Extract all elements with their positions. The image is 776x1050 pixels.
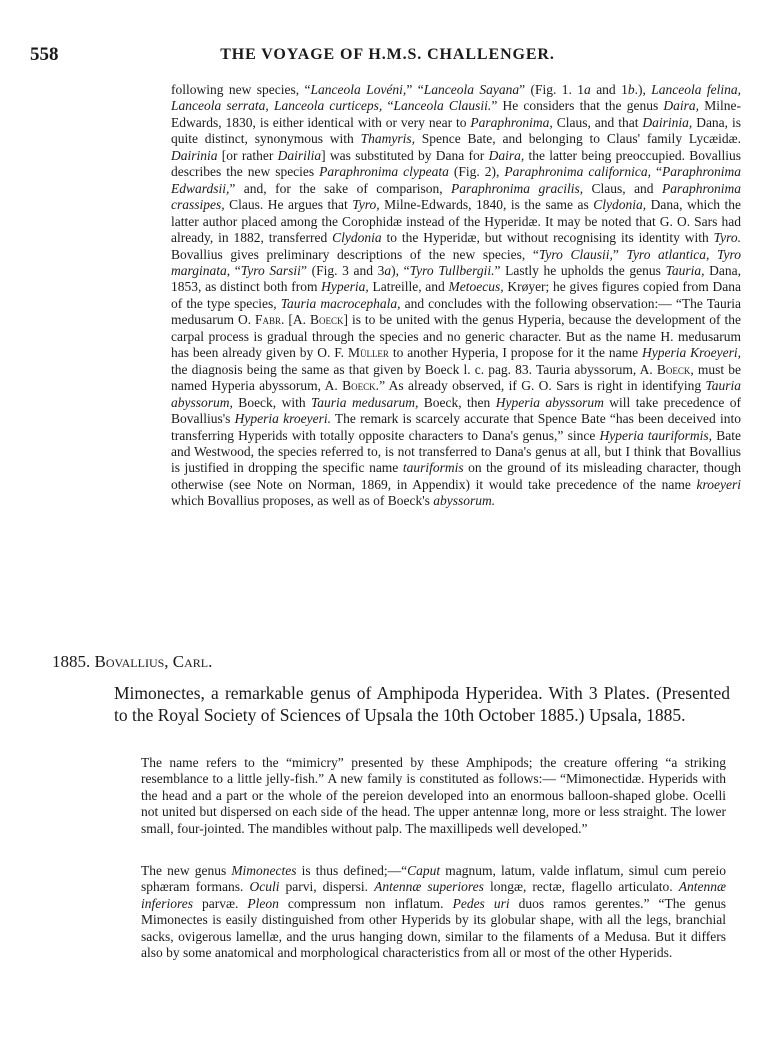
text-run: Dana, is quite distinct, synonymous with [171,114,741,147]
text-run: The new genus [141,863,232,878]
text-run: ” “ [406,82,424,97]
entry-author: Bovallius, Carl. [94,652,213,671]
text-run: Paraphronima crassipes, [171,180,741,213]
text-run: Hyperia, [321,279,369,295]
text-run: Hyperia kroeyeri. [234,411,331,427]
text-run: Lanceola felina, Lanceola serrata, Lanceola curticeps, [171,82,742,114]
text-run: Hyperia Kroeyeri, [642,345,742,361]
text-run: Dairinia [171,147,218,163]
text-run: Bate and Westwood, the species referred to, is not transferred to Dana's genus at all, but I think that Bovallius is justified in dropping the specific name [171,427,741,476]
text-run: [A. [284,312,310,328]
text-run: Tauria medusarum, [311,394,419,410]
text-run: Paraphronima gracilis, [451,180,584,196]
text-run: Tyro, [352,197,380,213]
text-run: Dana, 1853, as distinct both from [171,262,741,295]
text-run: Paraphronima clypeata [319,164,449,180]
text-run: Daira, [663,98,700,114]
text-run: Metoecus, [448,279,504,295]
text-run: Dairinia, [642,114,693,130]
text-run: Mimonectes [231,863,297,878]
text-run: Paraphronima, [470,114,553,130]
text-run: following new species, “ [171,82,311,97]
text-run: Boeck, with [232,394,312,410]
text-run: Paraphronima californica, [504,164,652,180]
text-run: Tyro Clausii, [538,246,613,262]
text-run: “ [651,164,662,180]
text-run: The name refers to the “mimicry” presented by these Amphipods; the creature offering “a striking resemblance to a little jelly-fish.” A new family is constituted as follows:— “Mimonectidæ. Hyperids with the head and a part or the whole of the pereion developed into an enormous balloon-shaped globe. Ocelli not united but dispersed on each side of the head. The upper antennæ long, more or less straight. The lower small, four-jointed. The mandibles without palp. The maxillipeds well developed.” [141,755,726,836]
text-run: ” Lastly he upholds the genus [494,262,666,278]
page-header [30,44,745,68]
text-run: must be named Hyperia abyssorum, A. [171,361,741,394]
text-run: “ [230,262,241,278]
text-run: Hyperia abyssorum [495,394,604,410]
text-run: tauriformis [402,460,464,476]
text-run: Dana, which the latter author placed among the Corophidæ instead of the Hyperidæ. It may be noted that G. O. Sars had already, in 1882, transferred [171,197,742,246]
text-run: “ [382,98,394,114]
text-run: ” and, for the sake of comparison, [229,180,452,196]
text-run: ] was substituted by Dana for [321,147,489,163]
text-run: ” (Fig. 3 and 3 [300,262,385,278]
text-run: .), [634,82,652,97]
text-run: Bovallius gives preliminary descriptions of the new species, “ [171,246,539,262]
text-run: Tyro. [713,230,741,246]
text-run: Clydonia, [593,197,647,213]
text-run: kroeyeri [696,476,741,492]
text-run: Claus, and that [552,114,643,130]
text-run: Tyro Tullbergii. [409,262,495,278]
text-run: Daira, [488,147,525,163]
text-run: Hyperia tauriformis, [599,427,713,443]
text-run: Boeck, [656,361,694,377]
text-run: ” As already observed, if G. O. Sars is right in identifying [379,378,706,394]
entry-title: Mimonectes, a remarkable genus of Amphipoda Hyperidea. With 3 Plates. (Presented to the Royal Society of Sciences of Upsala the 10th October 1885.) Upsala, 1885. [114,683,730,725]
text-run: Milne-Edwards, 1830, is either identical with or very near to [171,98,741,130]
text-run: Tauria macrocephala, [280,295,401,311]
text-run: Boeck [309,312,344,328]
text-run: ” [612,246,627,262]
text-run: Latreille, and [368,279,449,295]
entry-year: 1885. [52,652,91,671]
text-run: on the ground of its misleading character, though otherwise (see Note on Norman, 1869, in Appendix) it would take precedence of the name [171,460,741,492]
text-run: Oculi [249,879,280,895]
text-run: a [584,82,591,97]
text-run: Dairilia [277,147,322,163]
bibliography-entry-heading [52,652,212,672]
text-run: to another Hyperia, I propose for it the name [388,345,642,361]
text-run: Boeck, then [418,394,496,410]
text-run: Lanceola Clausii. [393,98,492,114]
text-run: is thus defined;—“ [296,863,408,878]
text-run: Claus, and [583,180,662,196]
text-run: Tyro Sarsii [240,262,301,278]
mimicry-paragraph [141,755,726,837]
text-run: Antennæ inferiores [141,879,726,911]
text-run: ] is to be united with the genus Hyperia, because the development of the carpal process is gradual through the species and no generic character. But as the name H. medusarum has been already given by O. F. [171,312,742,361]
text-run: Müller [347,345,389,361]
text-run: Tyro atlantica, Tyro marginata, [171,246,742,278]
text-run: the latter being preoccupied. Bovallius describes the new species [171,147,741,180]
text-run: duos ramos gerentes.” “The genus Mimonectes is easily distinguished from other Hyperids by its globular shape, with all the legs, branchial sacks, ovigerous lamellæ, and the urus hanging down, similar to the filaments of a Medusa. But it differs also by some anatomical and morphological characteristics from all or most of the other Hyperids. [141,895,726,961]
text-run: abyssorum. [433,493,496,509]
text-run: ” He considers that the genus [491,98,664,114]
text-run: Paraphronima Edwardsii, [171,164,742,196]
text-run: Caput [407,863,441,878]
text-run: Fabr. [255,312,285,328]
text-run: which Bovallius proposes, as well as of Boeck's [171,493,434,509]
text-run: and 1 [590,82,628,97]
text-run: (Fig. 2), [448,164,505,180]
text-run: a [384,262,392,278]
body-paragraph [171,82,741,510]
text-run: Pleon [247,895,279,911]
text-run: Lanceola Lovéni, [310,82,407,97]
text-run: compressum non inflatum. [278,895,453,911]
text-run: ), “ [391,262,410,278]
text-run: the diagnosis being the same as that given by Boeck l. c. pag. 83. Tauria abyssorum, A. [171,361,657,377]
text-run: Spence Bate, and belonging to Claus' family Lycæidæ. [414,131,741,147]
text-run: Milne-Edwards, 1840, is the same as [379,197,594,213]
new-genus-paragraph [141,863,726,962]
text-run: Krøyer; he gives figures copied from Dana of the type species, [171,279,741,311]
text-run: longæ, rectæ, flagello articulato. [483,879,679,895]
text-run: to the Hyperidæ, but without recognising its identity with [381,230,714,246]
text-run: Antennæ superiores [374,879,484,895]
text-run: Boeck. [342,378,380,394]
text-run: Pedes uri [452,895,510,911]
text-run: Clydonia [332,230,382,246]
text-run: Claus. He argues that [224,197,353,213]
text-run: parvæ. [193,895,248,911]
text-run: Tauria abyssorum, [171,378,741,410]
text-run: ” (Fig. 1. 1 [519,82,585,97]
text-run: Tauria, [665,262,705,278]
text-run: b [627,82,635,97]
page-number: 558 [30,44,59,65]
text-run: [or rather [217,147,278,163]
text-run: and concludes with the following observation:— “The Tauria medusarum O. [171,295,742,328]
text-run: will take precedence of Bovallius's [171,394,741,427]
text-run: parvi, dispersi. [279,879,375,895]
text-run: Thamyris, [360,131,415,147]
text-run: magnum, latum, valde inflatum, simul cum pereio sphæram formans. [141,863,726,895]
text-run: Lanceola Sayana [423,82,520,97]
running-title: THE VOYAGE OF H.M.S. CHALLENGER. [220,46,555,63]
text-run: The remark is scarcely accurate that Spence Bate “has been deceived into transferring Hyperids with totally opposite characters to Dana's genus,” since [171,411,741,443]
